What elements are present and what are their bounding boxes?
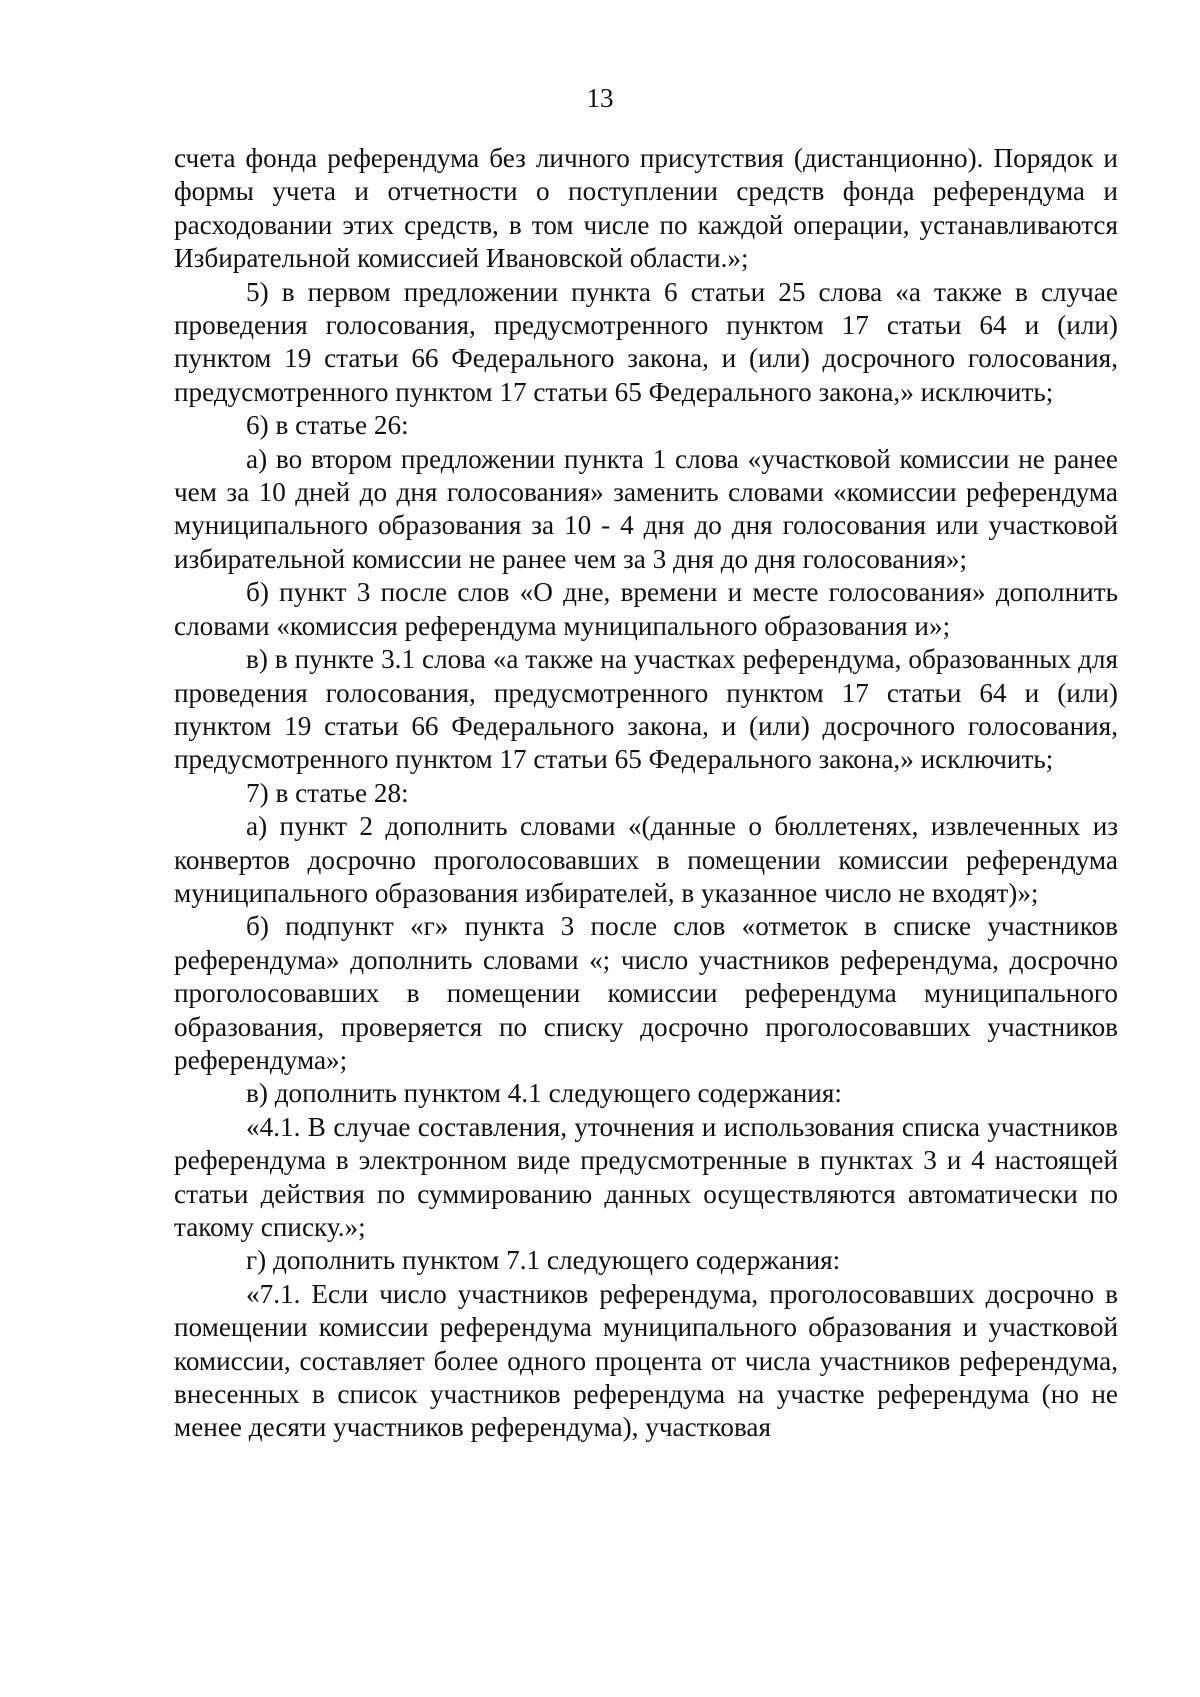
page-number: 13 (586, 83, 614, 113)
paragraph-item-5: 5) в первом предложении пункта 6 статьи 25 слова «а также в случае проведения голосования, предусмотренного пунктом 17 статьи 64 и (или) пунктом 19 статьи 66 Федерального закона, и (или) досрочного голосования, предусмотренного пунктом 17 статьи 65 Федерального закона,» исключить; (174, 276, 1118, 407)
paragraph-item-6: 6) в статье 26: (246, 410, 409, 441)
paragraph-item-7v: в) дополнить пунктом 4.1 следующего содержания: (246, 1078, 842, 1109)
paragraph-item-6v: в) в пункте 3.1 слова «а также на участках референдума, образованных для проведения голосования, предусмотренного пунктом 17 статьи 64 и (или) пунктом 19 статьи 66 Федерального закона, и (или) досрочного голосования, предусмотренного пунктом 17 статьи 65 Федерального закона,» исключить; (174, 644, 1118, 775)
paragraph-item-7g: г) дополнить пунктом 7.1 следующего содержания: (246, 1245, 841, 1276)
paragraph-quote-4-1: «4.1. В случае составления, уточнения и использования списка участников референдума в электронном виде предусмотренные в пунктах 3 и 4 настоящей статьи действия по суммированию данных осуществляются автоматически по такому списку.»; (174, 1111, 1118, 1242)
paragraph-quote-7-1: «7.1. Если число участников референдума, проголосовавших досрочно в помещении комиссии референдума муниципального образования и участковой комиссии, составляет более одного процента от числа участников референдума, внесенных в список участников референдума на участке референдума (но не менее десяти участников референдума), участковая (174, 1278, 1118, 1443)
paragraph-continuation: счета фонда референдума без личного присутствия (дистанционно). Порядок и формы учета и отчетности о поступлении средств фонда референдума и расходовании этих средств, в том числе по каждой операции, устанавливаются Избирательной комиссией Ивановской области.»; (174, 143, 1118, 274)
paragraph-item-6a: а) во втором предложении пункта 1 слова «участковой комиссии не ранее чем за 10 дней до дня голосования» заменить словами «комиссии референдума муниципального образования за 10 - 4 дня до дня голосования или участковой избирательной комиссии не ранее чем за 3 дня до дня голосования»; (174, 443, 1118, 574)
paragraph-item-7a: а) пункт 2 дополнить словами «(данные о бюллетенях, извлеченных из конвертов досрочно проголосовавших в помещении комиссии референдума муниципального образования избирателей, в указанное число не входят)»; (174, 811, 1118, 908)
paragraph-item-6b: б) пункт 3 после слов «О дне, времени и месте голосования» дополнить словами «комиссия референдума муниципального образования и»; (174, 577, 1118, 641)
paragraph-item-7: 7) в статье 28: (246, 777, 409, 808)
paragraph-item-7b: б) подпункт «г» пункта 3 после слов «отметок в списке участников референдума» дополнить словами «; число участников референдума, досрочно проголосовавших в помещении комиссии референдума муниципального образования, проверяется по списку досрочно проголосовавших участников референдума»; (174, 911, 1118, 1075)
document-body (174, 142, 1118, 1445)
